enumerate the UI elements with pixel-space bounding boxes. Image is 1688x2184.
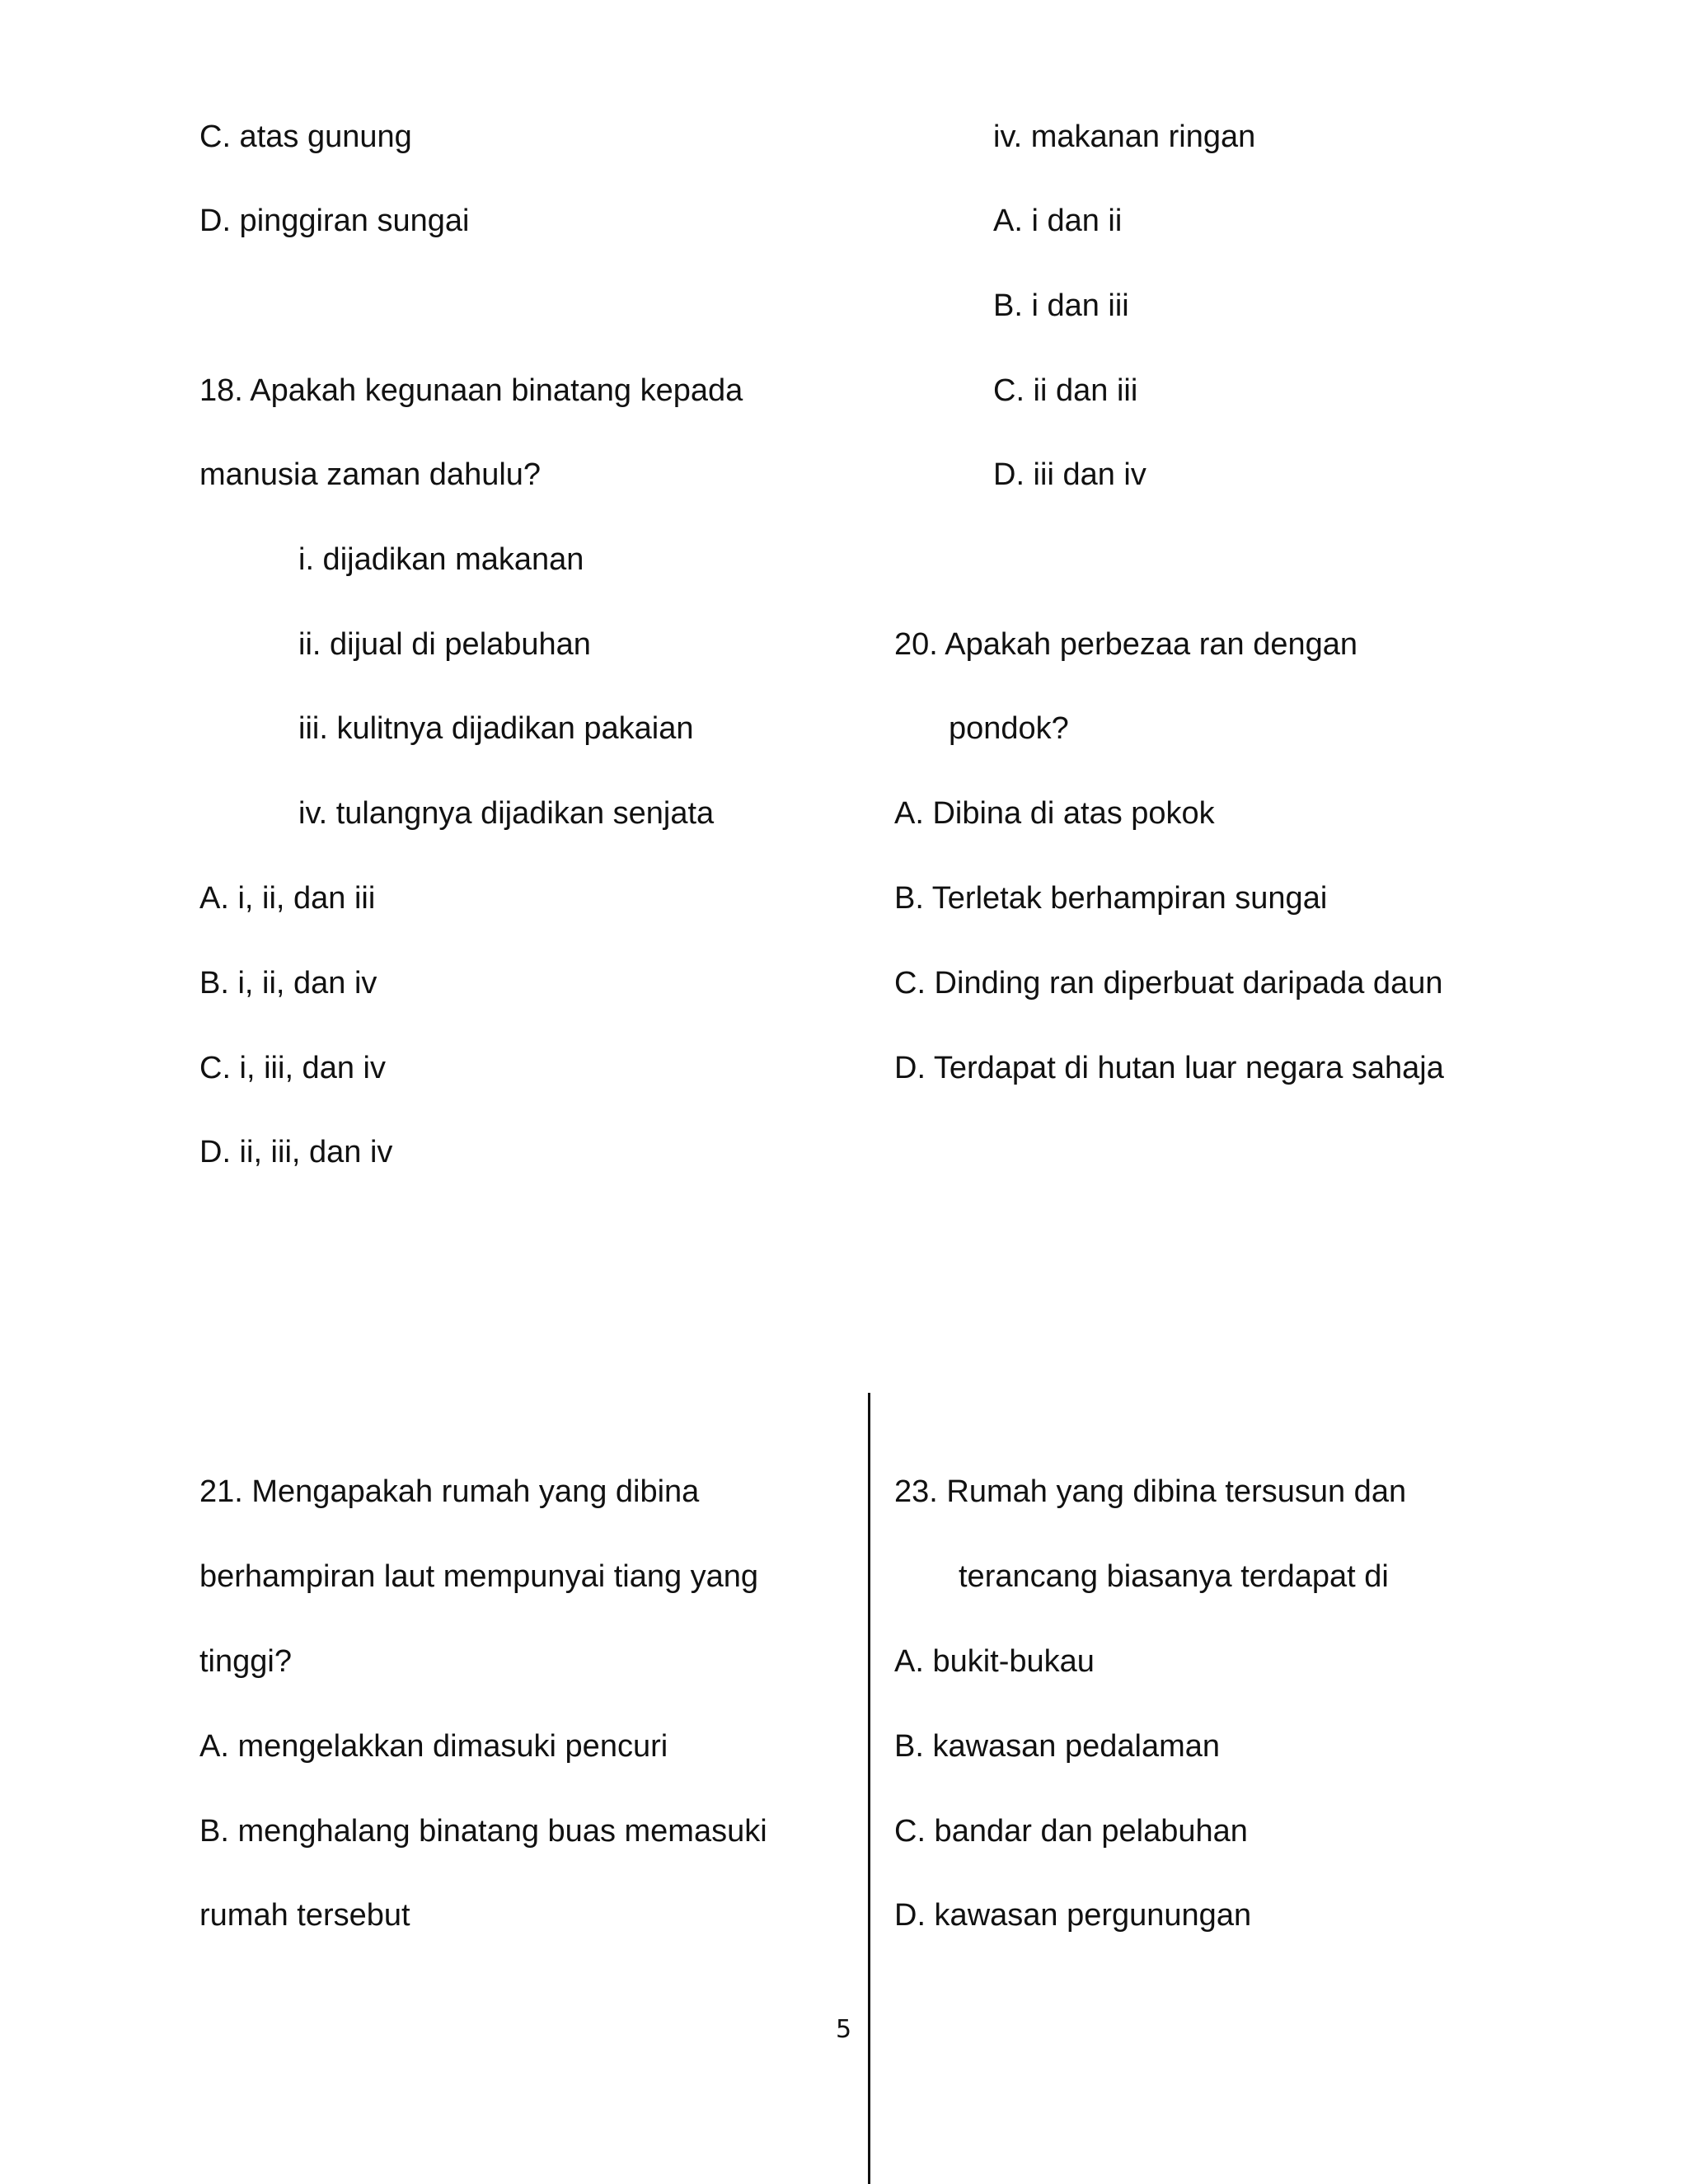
q18-option-b: B. i, ii, dan iv [199, 966, 377, 1001]
q21-question-line3: tinggi? [199, 1644, 292, 1679]
q23-option-a: A. bukit-bukau [894, 1644, 1095, 1679]
q18-item-i: i. dijadikan makanan [298, 542, 584, 577]
q23-question-line2: terancang biasanya terdapat di [959, 1559, 1389, 1594]
q21-option-b-line1: B. menghalang binatang buas memasuki [199, 1814, 767, 1849]
q21-option-a: A. mengelakkan dimasuki pencuri [199, 1729, 668, 1764]
q23-option-c: C. bandar dan pelabuhan [894, 1814, 1248, 1849]
q19-option-b: B. i dan iii [993, 288, 1129, 323]
q18-option-d: D. ii, iii, dan iv [199, 1135, 393, 1169]
q18-item-iii: iii. kulitnya dijadikan pakaian [298, 711, 694, 746]
q23-option-b: B. kawasan pedalaman [894, 1729, 1221, 1764]
column-divider [868, 1393, 870, 2184]
q20-question-line1: 20. Apakah perbezaa ran dengan [894, 627, 1358, 662]
q21-question-line1: 21. Mengapakah rumah yang dibina [199, 1474, 700, 1509]
q21-question-line2: berhampiran laut mempunyai tiang yang [199, 1559, 759, 1594]
q19-item-iv: iv. makanan ringan [993, 120, 1256, 154]
q19-option-c: C. ii dan iii [993, 373, 1138, 408]
q17-option-d: D. pinggiran sungai [199, 204, 470, 238]
q18-question-line1: 18. Apakah kegunaan binatang kepada [199, 373, 743, 408]
q23-question-line1: 23. Rumah yang dibina tersusun dan [894, 1474, 1407, 1509]
q20-option-c: C. Dinding ran diperbuat daripada daun [894, 966, 1443, 1001]
q20-option-a: A. Dibina di atas pokok [894, 796, 1215, 831]
q19-option-a: A. i dan ii [993, 204, 1123, 238]
page-number: 5 [836, 2015, 852, 2044]
q17-option-c: C. atas gunung [199, 120, 412, 154]
q20-option-d: D. Terdapat di hutan luar negara sahaja [894, 1051, 1444, 1085]
q23-option-d: D. kawasan pergunungan [894, 1898, 1252, 1933]
q21-option-b-line2: rumah tersebut [199, 1898, 410, 1933]
q18-question-line2: manusia zaman dahulu? [199, 457, 542, 492]
q18-option-c: C. i, iii, dan iv [199, 1051, 386, 1085]
q18-item-ii: ii. dijual di pelabuhan [298, 627, 591, 662]
q18-option-a: A. i, ii, dan iii [199, 881, 376, 916]
q20-question-line2: pondok? [949, 711, 1069, 746]
q18-item-iv: iv. tulangnya dijadikan senjata [298, 796, 715, 831]
q20-option-b: B. Terletak berhampiran sungai [894, 881, 1328, 916]
q19-option-d: D. iii dan iv [993, 457, 1146, 492]
